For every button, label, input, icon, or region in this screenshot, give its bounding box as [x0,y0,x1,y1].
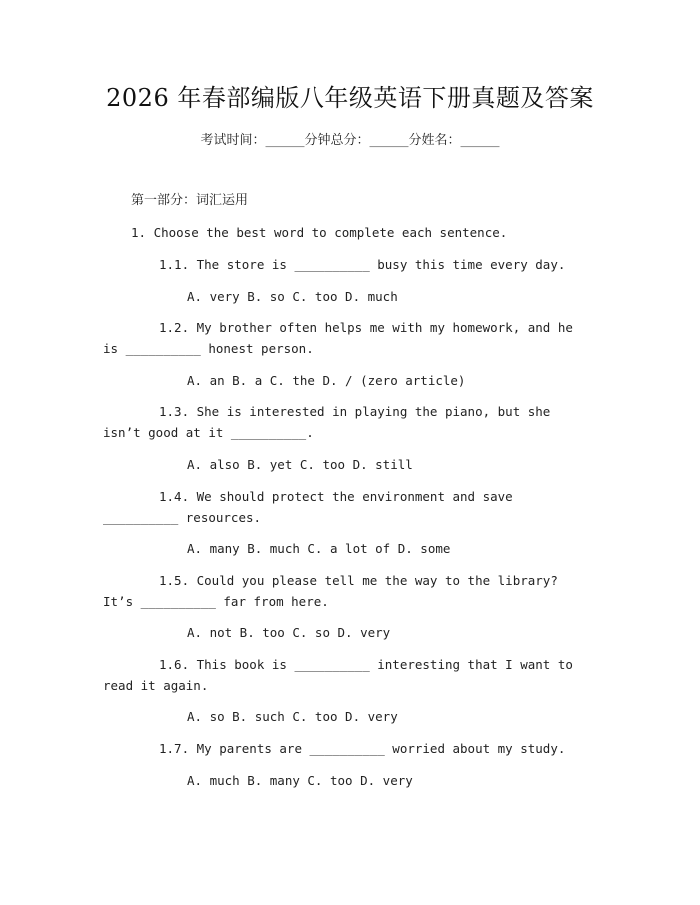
question-item-1-7 [103,738,595,759]
question-item-1-1 [103,254,595,275]
question-options-1-4 [103,538,595,559]
exam-time-field: 考试时间：______分钟 [200,133,331,148]
question-options-1-7 [103,770,595,791]
question-options-1-6 [103,706,595,727]
document-title: 2026 年春部编版八年级英语下册真题及答案 [106,84,594,112]
question-1-text: 1. Choose the best word to complete each sentence. [131,225,508,240]
question-options: A. much B. many C. too D. very [187,773,413,788]
question-options-1-1 [103,286,595,307]
question-options: A. not B. too C. so D. very [187,625,391,640]
student-name-field: 姓名：______ [421,133,500,148]
question-options-1-5 [103,622,595,643]
exam-info-line [0,131,700,151]
question-item-1-5 [103,570,595,612]
question-stem: 1.2. My brother often helps me with my homework, and he is __________ honest person. [103,320,573,356]
question-stem: 1.3. She is interested in playing the piano, but she isn’t good at it __________. [103,404,551,440]
question-item-1-3 [103,401,595,443]
question-options: A. very B. so C. too D. much [187,289,398,304]
question-stem: 1.4. We should protect the environment and save __________ resources. [103,489,513,525]
question-item-1-2 [103,317,595,359]
question-options: A. an B. a C. the D. / (zero article) [187,373,466,388]
question-stem: 1.1. The store is __________ busy this time every day. [159,257,566,272]
question-options-1-2 [103,370,595,391]
question-options-1-3 [103,454,595,475]
question-options: A. so B. such C. too D. very [187,709,398,724]
question-options: A. also B. yet C. too D. still [187,457,413,472]
total-score-field: 总分：______分 [330,133,422,148]
section-title [103,190,595,211]
section-title-text: 第一部分：词汇运用 [131,193,249,208]
question-item-1-6 [103,654,595,696]
question-stem: 1.6. This book is __________ interesting that I want to read it again. [103,657,573,693]
question-1-instruction [103,222,595,243]
question-stem: 1.5. Could you please tell me the way to the library? It’s __________ far from here. [103,573,558,609]
question-item-1-4 [103,486,595,528]
question-options: A. many B. much C. a lot of D. some [187,541,451,556]
question-stem: 1.7. My parents are __________ worried about my study. [159,741,566,756]
